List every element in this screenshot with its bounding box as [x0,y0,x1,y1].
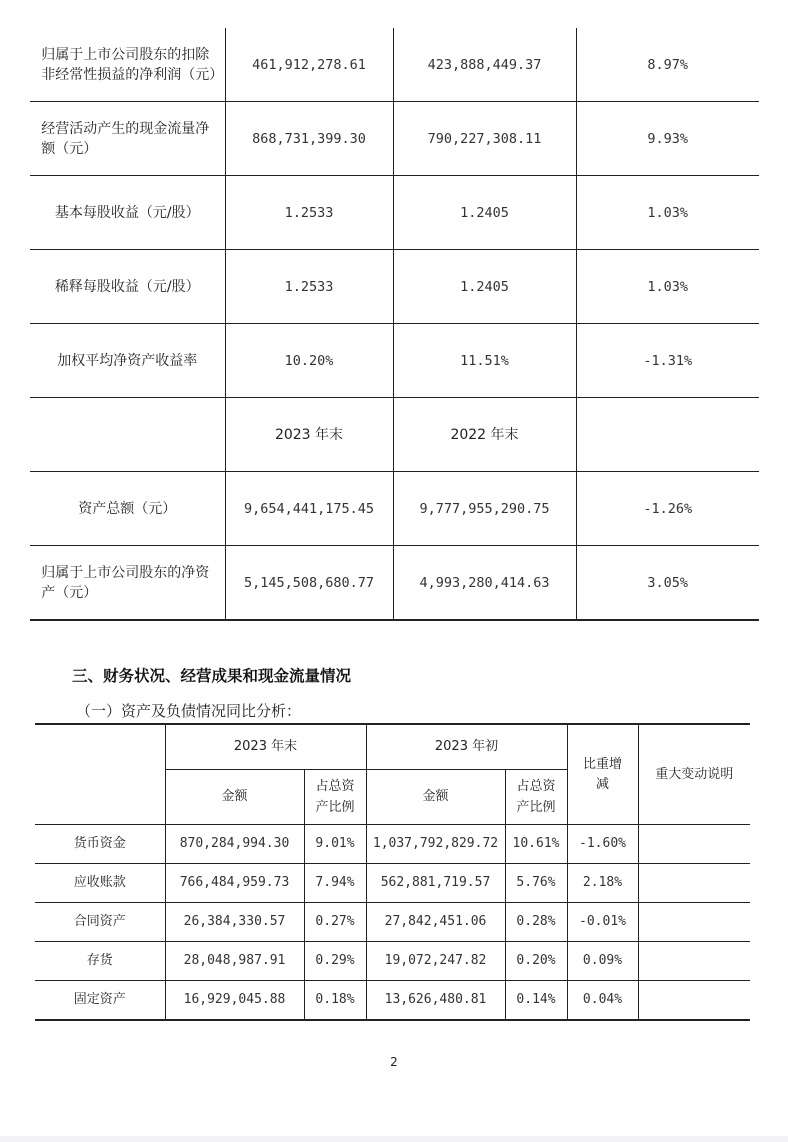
begin-2023-header: 2023 年初 [366,724,567,770]
change-percent: -1.31% [576,324,759,398]
weight-change: 0.09% [567,942,638,981]
item-name: 合同资产 [35,903,165,942]
end-amount: 28,048,987.91 [165,942,304,981]
value-2022: 1.2405 [393,250,576,324]
change-percent: 9.93% [576,102,759,176]
weight-change: 0.04% [567,981,638,1021]
table-row [30,472,759,546]
change-percent: 3.05% [576,546,759,621]
change-percent: -1.26% [576,472,759,546]
page-number: 2 [390,1055,398,1069]
begin-amount: 27,842,451.06 [366,903,505,942]
item-name: 应收账款 [35,864,165,903]
begin-ratio: 0.14% [505,981,567,1021]
row-label [30,398,225,472]
end-ratio: 0.27% [304,903,366,942]
value-2022: 11.51% [393,324,576,398]
table-row [30,546,759,621]
value-2023: 9,654,441,175.45 [225,472,393,546]
value-2022: 1.2405 [393,176,576,250]
change-percent: 1.03% [576,176,759,250]
weight-change-header: 比重增减 [582,756,622,792]
item-name: 存货 [35,942,165,981]
end-ratio: 7.94% [304,864,366,903]
begin-ratio: 5.76% [505,864,567,903]
value-2022: 9,777,955,290.75 [393,472,576,546]
financial-summary-table [30,28,759,621]
assets-analysis-table [35,723,750,1021]
end-amount: 16,929,045.88 [165,981,304,1021]
begin-ratio: 10.61% [505,825,567,864]
begin-ratio: 0.20% [505,942,567,981]
table-row [35,942,750,981]
row-label: 基本每股收益（元/股） [30,176,225,250]
section-heading: 三、财务状况、经营成果和现金流量情况 [72,667,352,685]
value-2023: 5,145,508,680.77 [225,546,393,621]
amount-header: 金额 [366,770,505,825]
change-percent [576,398,759,472]
end-amount: 870,284,994.30 [165,825,304,864]
table-row [35,825,750,864]
table-row [30,28,759,102]
table-row [35,903,750,942]
value-2023: 1.2533 [225,250,393,324]
value-2022: 790,227,308.11 [393,102,576,176]
value-2023: 10.20% [225,324,393,398]
table-row [30,324,759,398]
ratio-header: 占总资产比例 [304,770,366,825]
row-label: 归属于上市公司股东的净资产（元） [41,564,210,601]
change-note [638,903,750,942]
row-label: 稀释每股收益（元/股） [30,250,225,324]
period-2023-end: 2023 年末 [225,398,393,472]
change-note [638,825,750,864]
weight-change: 2.18% [567,864,638,903]
table-row [30,176,759,250]
row-label: 经营活动产生的现金流量净额（元） [41,120,210,157]
table-row [35,981,750,1021]
header-row [35,724,750,770]
change-note [638,942,750,981]
row-label: 归属于上市公司股东的扣除非经常性损益的净利润（元） [41,46,224,83]
begin-amount: 13,626,480.81 [366,981,505,1021]
major-change-note-header: 重大变动说明 [655,767,734,782]
row-label: 加权平均净资产收益率 [30,324,225,398]
item-name: 固定资产 [35,981,165,1021]
begin-amount: 1,037,792,829.72 [366,825,505,864]
end-ratio: 0.18% [304,981,366,1021]
begin-ratio: 0.28% [505,903,567,942]
change-note [638,981,750,1021]
page-edge [0,1136,788,1142]
amount-header: 金额 [165,770,304,825]
table-row [30,250,759,324]
change-note [638,864,750,903]
value-2023: 868,731,399.30 [225,102,393,176]
begin-amount: 19,072,247.82 [366,942,505,981]
end-ratio: 0.29% [304,942,366,981]
change-percent: 8.97% [576,28,759,102]
ratio-header: 占总资产比例 [505,770,567,825]
section-subheading: （一）资产及负债情况同比分析： [76,702,302,720]
end-2023-header: 2023 年末 [165,724,366,770]
weight-change: -0.01% [567,903,638,942]
table-row [30,102,759,176]
end-amount: 766,484,959.73 [165,864,304,903]
table-row [35,864,750,903]
change-percent: 1.03% [576,250,759,324]
item-header [35,724,165,825]
value-2022: 423,888,449.37 [393,28,576,102]
period-header-row [30,398,759,472]
row-label: 资产总额（元） [30,472,225,546]
item-name: 货币资金 [35,825,165,864]
value-2023: 1.2533 [225,176,393,250]
begin-amount: 562,881,719.57 [366,864,505,903]
value-2023: 461,912,278.61 [225,28,393,102]
weight-change: -1.60% [567,825,638,864]
period-2022-end: 2022 年末 [393,398,576,472]
end-ratio: 9.01% [304,825,366,864]
value-2022: 4,993,280,414.63 [393,546,576,621]
end-amount: 26,384,330.57 [165,903,304,942]
